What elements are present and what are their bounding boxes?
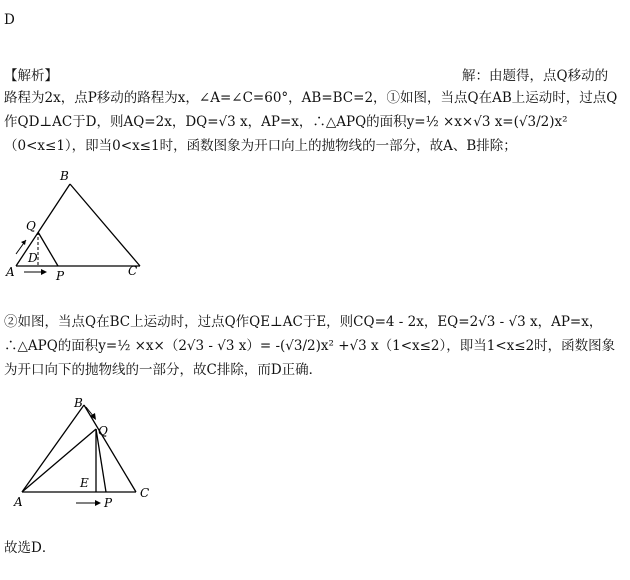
- analysis-intro: 解：由题得，点Q移动的: [462, 68, 609, 84]
- fig1-label-c: C: [128, 264, 138, 278]
- answer-letter: D: [4, 12, 15, 28]
- analysis-label: 【解析】: [4, 68, 58, 84]
- fig1-label-a: A: [6, 265, 15, 279]
- fig2-label-q: Q: [98, 424, 108, 438]
- figure-2-triangle: [0, 395, 160, 515]
- figure-1-triangle: [0, 170, 160, 280]
- fig2-label-b: B: [74, 396, 83, 410]
- fig1-label-q: Q: [26, 219, 36, 233]
- fig2-label-a: A: [14, 495, 23, 509]
- fig1-label-d: D: [28, 251, 38, 265]
- fig2-label-c: C: [140, 486, 150, 500]
- analysis-paragraph-2: ②如图，当点Q在BC上运动时，过点Q作QE⊥AC于E，则CQ=4 - 2x，EQ=2√3 - √3 x，AP=x，∴△APQ的面积y=½ ×x×（2√3 - √3 x）= -(√3/2)x² +√3 x（1<x≤2），即当1<x≤2时，函数图象为开口向下的抛物线的一部分，故C排除，而D正确．: [4, 314, 616, 378]
- fig2-label-e: E: [80, 476, 89, 490]
- fig1-label-b: B: [60, 170, 69, 183]
- analysis-paragraph-1: 路程为2x，点P移动的路程为x，∠A=∠C=60°，AB=BC=2，①如图，当点Q在AB上运动时，过点Q作QD⊥AC于D，则AQ=2x，DQ=√3 x，AP=x，∴△APQ的面积y=½ ×x×√3 x=(√3/2)x²（0<x≤1），即当0<x≤1时，函数图象为开口向上的抛物线的一部分，故A、B排除；: [4, 90, 618, 154]
- fig1-label-p: P: [56, 269, 65, 280]
- fig2-label-p: P: [104, 496, 113, 510]
- conclusion: 故选D．: [4, 540, 56, 556]
